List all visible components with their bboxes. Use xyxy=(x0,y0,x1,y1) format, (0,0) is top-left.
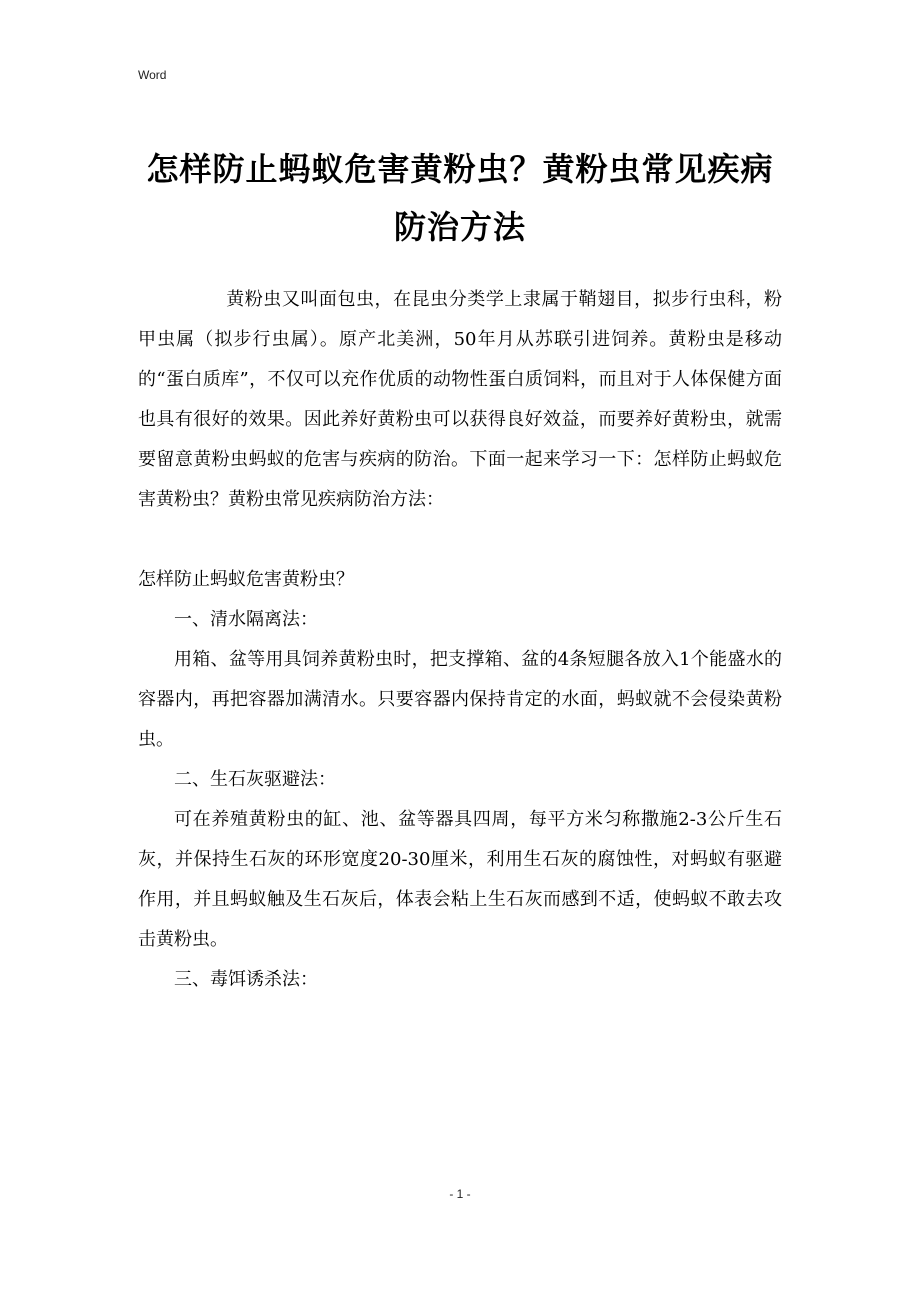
method-heading: 二、生石灰驱避法： xyxy=(174,769,336,790)
method-heading: 三、毒饵诱杀法： xyxy=(174,969,318,990)
page-number: - 1 - xyxy=(449,1187,471,1201)
document-body xyxy=(138,280,782,1000)
paragraph-gap xyxy=(138,520,782,560)
method-paragraph: 用箱、盆等用具饲养黄粉虫时，把支撑箱、盆的4条短腿各放入1个能盛水的容器内，再把容器加满清水。只要容器内保持肯定的水面，蚂蚁就不会侵染黄粉虫。 xyxy=(138,649,782,750)
method-paragraph: 可在养殖黄粉虫的缸、池、盆等器具四周，每平方米匀称撒施2-3公斤生石灰，并保持生石灰的环形宽度20-30厘米，利用生石灰的腐蚀性，对蚂蚁有驱避作用，并且蚂蚁触及生石灰后，体表会粘上生石灰而感到不适，使蚂蚁不敢去攻击黄粉虫。 xyxy=(138,809,782,950)
section-title: 怎样防止蚂蚁危害黄粉虫？ xyxy=(138,569,354,590)
method-heading: 一、清水隔离法： xyxy=(174,609,318,630)
document-title: 怎样防止蚂蚁危害黄粉虫？黄粉虫常见疾病防治方法 xyxy=(146,150,774,246)
intro-paragraph: 黄粉虫又叫面包虫，在昆虫分类学上隶属于鞘翅目，拟步行虫科，粉甲虫属（拟步行虫属）。原产北美洲，50年月从苏联引进饲养。黄粉虫是移动的“蛋白质库”，不仅可以充作优质的动物性蛋白质饲料，而且对于人体保健方面也具有很好的效果。因此养好黄粉虫可以获得良好效益，而要养好黄粉虫，就需要留意黄粉虫蚂蚁的危害与疾病的防治。下面一起来学习一下：怎样防止蚂蚁危害黄粉虫？黄粉虫常见疾病防治方法： xyxy=(138,289,782,510)
header-label: Word xyxy=(138,68,167,82)
